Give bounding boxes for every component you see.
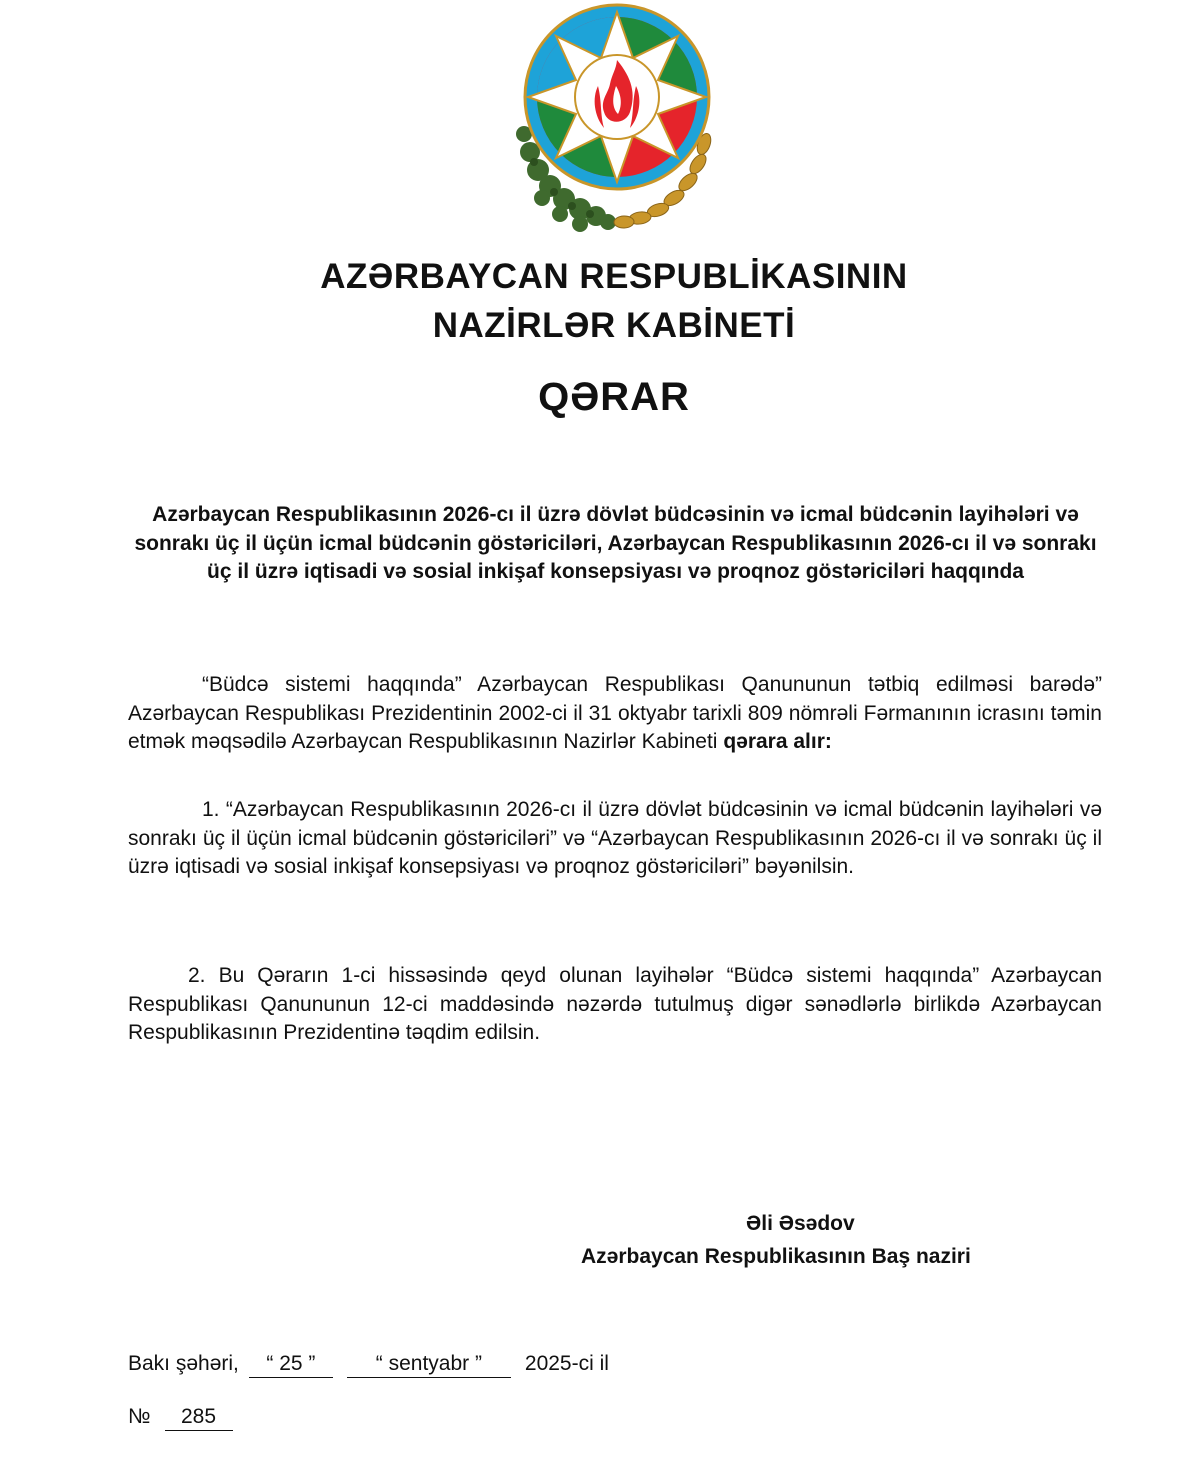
document-type-title: QƏRAR xyxy=(538,375,690,419)
document-number-line xyxy=(128,1403,233,1431)
issuer-line-2: NAZİRLƏR KABİNETİ xyxy=(432,306,796,345)
date-day: “ 25 ” xyxy=(249,1351,333,1378)
place-date-line xyxy=(128,1350,609,1378)
decision-subject: Azərbaycan Respublikasının 2026-cı il üzrə dövlət büdcəsinin və icmal büdcənin layihələri və sonrakı üç il üçün icmal büdcənin göstəriciləri, Azərbaycan Respublikasının 2026-cı il və sonrakı üç il üzrə iqtisadi və sosial inkişaf konsepsiyası və proqnoz göstəriciləri haqqında xyxy=(134,503,1097,583)
place: Bakı şəhəri, xyxy=(128,1352,239,1375)
signer-title: Azərbaycan Respublikasının Baş naziri xyxy=(581,1245,971,1268)
clause-2: 2. Bu Qərarın 1-ci hissəsində qeyd olunan layihələr “Büdcə sistemi haqqında” Azərbaycan Respublikası Qanununun 12-ci maddəsində nəzərdə tutulmuş digər sənədlərlə birlikdə Azərbaycan Respublikasının Prezidentinə təqdim edilsin. xyxy=(128,964,1102,1044)
number-label: № xyxy=(128,1405,151,1428)
resolution-phrase: qərara alır: xyxy=(723,730,832,753)
preamble-paragraph xyxy=(128,671,1102,757)
document-number: 285 xyxy=(165,1404,233,1431)
date-year: 2025-ci il xyxy=(524,1352,609,1375)
issuer-line-1: AZƏRBAYCAN RESPUBLİKASININ xyxy=(320,257,908,296)
date-month: “ sentyabr ” xyxy=(347,1351,511,1378)
preamble-text: “Büdcə sistemi haqqında” Azərbaycan Respublikası Qanununun tətbiq edilməsi barədə” Azərbaycan Respublikası Prezidentinin 2002-ci il 31 oktyabr tarixli 809 nömrəli Fərmanının icrasını təmin etmək məqsədilə Azərbaycan Respublikasının Nazirlər Kabineti xyxy=(128,673,1102,753)
signer-name: Əli Əsədov xyxy=(746,1212,855,1235)
clause-1: 1. “Azərbaycan Respublikasının 2026-cı il üzrə dövlət büdcəsinin və icmal büdcənin layihələri və sonrakı üç il üçün icmal büdcənin göstəriciləri” və “Azərbaycan Respublikasının 2026-cı il və sonrakı üç il üzrə iqtisadi və sosial inkişaf konsepsiyası və proqnoz göstəriciləri” bəyənilsin. xyxy=(128,798,1102,878)
state-emblem-icon xyxy=(512,2,722,234)
